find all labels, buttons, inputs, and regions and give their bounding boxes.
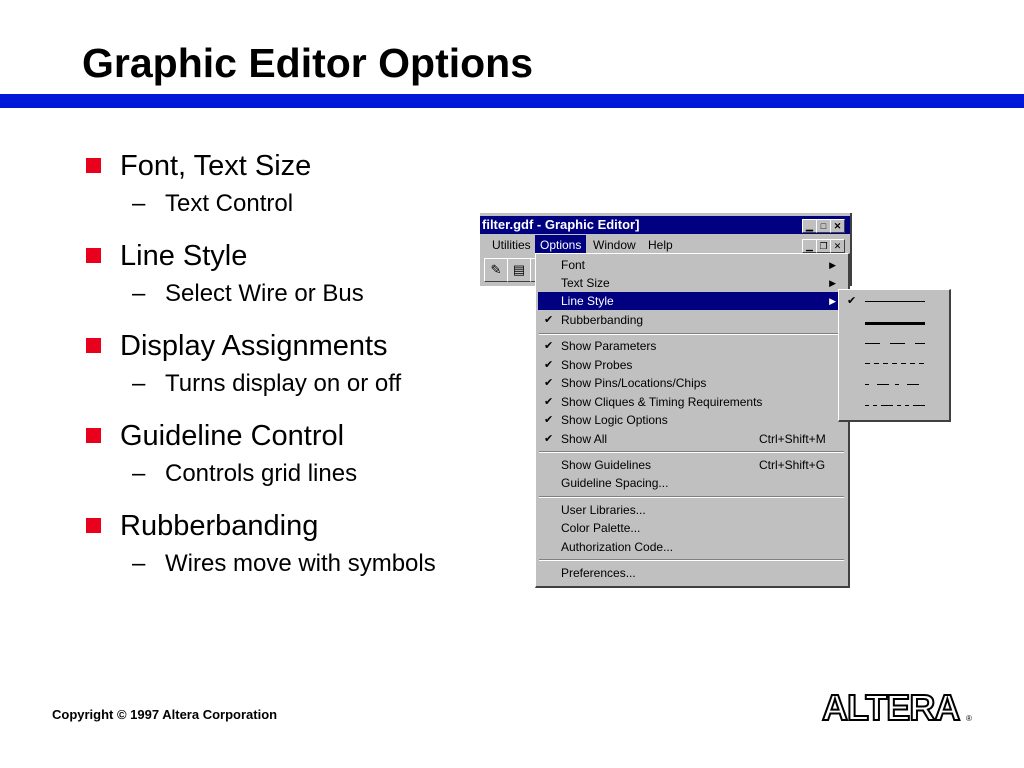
menu-item-label: Show Cliques & Timing Requirements bbox=[561, 395, 763, 409]
menu-item-label: Rubberbanding bbox=[561, 313, 644, 327]
menu-item-label: User Libraries... bbox=[561, 503, 646, 517]
menu-separator bbox=[539, 333, 844, 335]
bullet-item bbox=[86, 418, 506, 458]
close-icon[interactable]: ✕ bbox=[830, 219, 845, 233]
menu-item-label: Preferences... bbox=[561, 566, 636, 580]
svg-text:ALTERA: ALTERA bbox=[822, 688, 960, 728]
dash-bullet: – bbox=[132, 370, 146, 397]
checkmark-icon: ✔ bbox=[544, 433, 554, 445]
bullet-item bbox=[86, 508, 506, 548]
bullet-text: Guideline Control bbox=[120, 420, 345, 452]
line-style-dash-dot[interactable] bbox=[865, 384, 925, 385]
bullet-text: Display Assignments bbox=[120, 330, 388, 362]
altera-logo bbox=[820, 688, 980, 733]
menu-separator bbox=[539, 496, 844, 498]
sub-bullet-text: Controls grid lines bbox=[165, 460, 358, 487]
square-bullet-icon bbox=[86, 518, 101, 533]
menu-utilities[interactable]: Utilities bbox=[492, 238, 531, 252]
menu-item-label: Show All bbox=[561, 432, 608, 446]
line-style-short-dash[interactable] bbox=[865, 363, 925, 364]
menu-item-guideline-spacing[interactable] bbox=[538, 474, 844, 492]
menu-item-color-palette[interactable] bbox=[538, 519, 844, 537]
doc-close-icon[interactable]: ✕ bbox=[830, 239, 845, 253]
sub-bullet-item bbox=[86, 368, 506, 418]
menu-item-show-all[interactable] bbox=[538, 430, 844, 448]
doc-restore-icon[interactable]: ❐ bbox=[816, 239, 831, 253]
copyright-notice: Copyright © 1997 Altera Corporation bbox=[52, 707, 278, 722]
toolbar-tool-icon[interactable]: ▤ bbox=[507, 258, 531, 282]
submenu-arrow-icon: ▶ bbox=[829, 260, 836, 270]
checkmark-icon: ✔ bbox=[544, 414, 554, 426]
line-style-thick-solid[interactable] bbox=[865, 322, 925, 325]
title-underline-bar bbox=[0, 94, 1024, 108]
menu-item-label: Authorization Code... bbox=[561, 540, 674, 554]
svg-text:®: ® bbox=[966, 714, 972, 723]
menu-item-font[interactable] bbox=[538, 256, 844, 274]
menu-item-shortcut: Ctrl+Shift+M bbox=[759, 432, 826, 446]
dash-bullet: – bbox=[132, 550, 146, 577]
square-bullet-icon bbox=[86, 428, 101, 443]
minimize-icon[interactable]: ▁ bbox=[802, 219, 817, 233]
checkmark-icon: ✔ bbox=[544, 359, 554, 371]
bullet-text: Rubberbanding bbox=[120, 510, 319, 542]
menu-item-line-style[interactable] bbox=[538, 292, 844, 310]
checkmark-icon: ✔ bbox=[544, 377, 554, 389]
checkmark-icon: ✔ bbox=[847, 295, 857, 307]
square-bullet-icon bbox=[86, 338, 101, 353]
menu-item-label: Show Logic Options bbox=[561, 413, 668, 427]
menu-item-show-pins[interactable] bbox=[538, 374, 844, 392]
sub-bullet-text: Turns display on or off bbox=[165, 370, 402, 397]
line-style-long-dash[interactable] bbox=[865, 343, 925, 344]
submenu-arrow-icon: ▶ bbox=[829, 278, 836, 288]
bullet-list bbox=[86, 148, 506, 598]
submenu-arrow-icon: ▶ bbox=[829, 296, 836, 306]
bullet-text: Font, Text Size bbox=[120, 150, 312, 182]
menu-item-user-libraries[interactable] bbox=[538, 501, 844, 519]
line-style-submenu bbox=[838, 289, 951, 422]
menu-item-show-probes[interactable] bbox=[538, 356, 844, 374]
toolbar-tool-icon[interactable]: ✎ bbox=[484, 258, 508, 282]
window-titlebar bbox=[480, 216, 850, 234]
bullet-item bbox=[86, 328, 506, 368]
menu-item-label: Font bbox=[561, 258, 586, 272]
menu-bar bbox=[480, 235, 850, 255]
menu-item-shortcut: Ctrl+Shift+G bbox=[759, 458, 826, 472]
bullet-item bbox=[86, 148, 506, 188]
line-style-thin-solid[interactable] bbox=[865, 301, 925, 302]
slide-title: Graphic Editor Options bbox=[82, 40, 534, 86]
menu-item-label: Guideline Spacing... bbox=[561, 476, 669, 490]
menu-help[interactable]: Help bbox=[648, 238, 673, 252]
sub-bullet-item bbox=[86, 278, 506, 328]
menu-item-show-guidelines[interactable] bbox=[538, 456, 844, 474]
menu-window[interactable]: Window bbox=[593, 238, 636, 252]
sub-bullet-text: Wires move with symbols bbox=[165, 550, 436, 577]
line-style-dash-long-dash[interactable] bbox=[865, 405, 925, 406]
checkmark-icon: ✔ bbox=[544, 396, 554, 408]
dash-bullet: – bbox=[132, 460, 146, 487]
menu-item-label: Show Parameters bbox=[561, 339, 657, 353]
menu-item-show-cliques[interactable] bbox=[538, 393, 844, 411]
options-dropdown-menu bbox=[535, 253, 850, 588]
sub-bullet-item bbox=[86, 548, 506, 598]
menu-options[interactable]: Options bbox=[535, 235, 586, 255]
sub-bullet-text: Text Control bbox=[165, 190, 294, 217]
menu-item-label: Show Probes bbox=[561, 358, 633, 372]
menu-item-label: Show Guidelines bbox=[561, 458, 652, 472]
menu-item-show-parameters[interactable] bbox=[538, 337, 844, 355]
sub-bullet-text: Select Wire or Bus bbox=[165, 280, 364, 307]
square-bullet-icon bbox=[86, 158, 101, 173]
menu-item-text-size[interactable] bbox=[538, 274, 844, 292]
maximize-icon[interactable]: □ bbox=[816, 219, 831, 233]
sub-bullet-item bbox=[86, 188, 506, 238]
menu-item-rubberbanding[interactable] bbox=[538, 311, 844, 329]
dash-bullet: – bbox=[132, 190, 146, 217]
menu-separator bbox=[539, 559, 844, 561]
checkmark-icon: ✔ bbox=[544, 340, 554, 352]
checkmark-icon: ✔ bbox=[544, 314, 554, 326]
bullet-item bbox=[86, 238, 506, 278]
menu-item-authorization-code[interactable] bbox=[538, 538, 844, 556]
menu-item-show-logic-options[interactable] bbox=[538, 411, 844, 429]
square-bullet-icon bbox=[86, 248, 101, 263]
sub-bullet-item bbox=[86, 458, 506, 508]
menu-item-label: Color Palette... bbox=[561, 521, 641, 535]
menu-item-label: Show Pins/Locations/Chips bbox=[561, 376, 707, 390]
bullet-text: Line Style bbox=[120, 240, 248, 272]
menu-item-label: Line Style bbox=[561, 294, 614, 308]
dash-bullet: – bbox=[132, 280, 146, 307]
menu-item-label: Text Size bbox=[561, 276, 610, 290]
window-title: filter.gdf - Graphic Editor] bbox=[482, 217, 640, 232]
menu-separator bbox=[539, 451, 844, 453]
menu-item-preferences[interactable] bbox=[538, 564, 844, 582]
doc-minimize-icon[interactable]: ▁ bbox=[802, 239, 817, 253]
